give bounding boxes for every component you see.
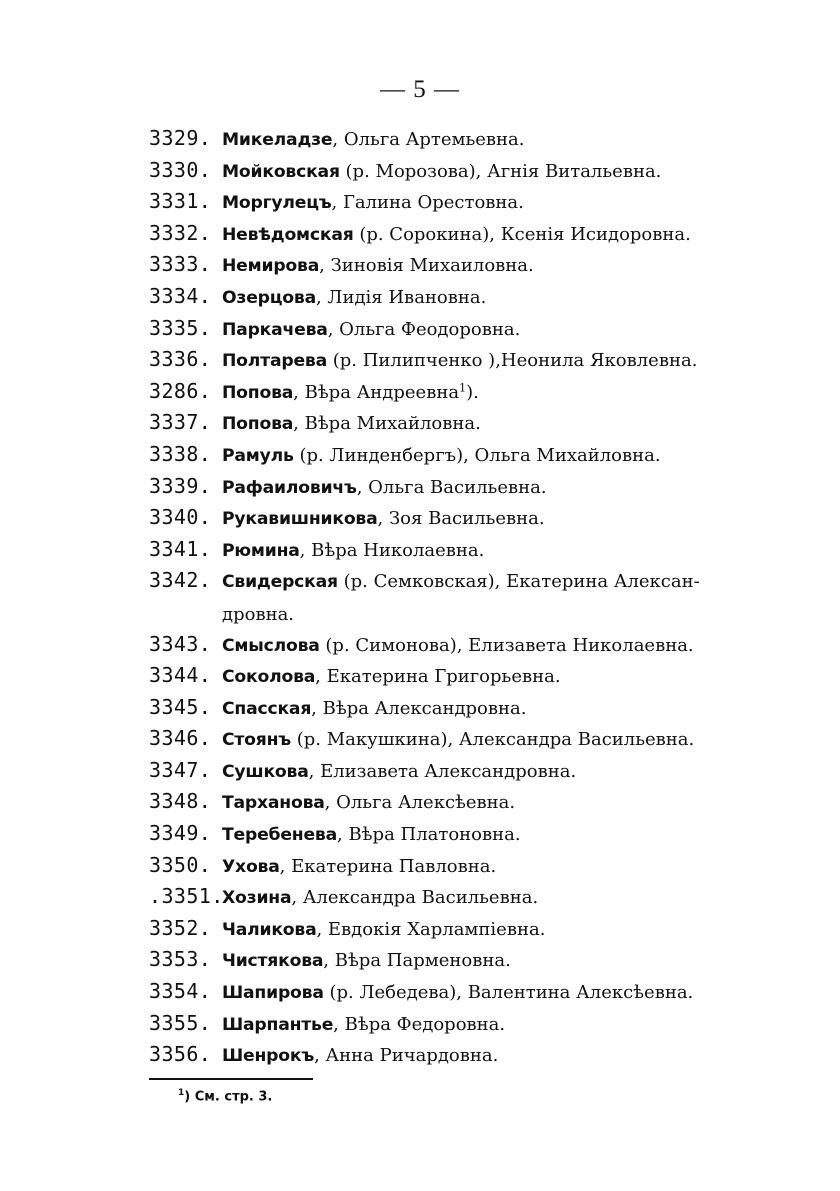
entry-number: 3347. <box>149 757 212 782</box>
entry-number: 3335. <box>149 315 212 340</box>
entry-details: (р. Морозова), Агнія Витальевна. <box>339 160 662 182</box>
entry-details: , Зоя Васильевна. <box>377 508 545 530</box>
entry-details: , Александра Васильевна. <box>291 887 539 909</box>
list-item <box>149 723 789 755</box>
entry-details: , Вѣра Николаевна. <box>299 539 485 561</box>
entry-surname: Сушкова <box>222 761 309 782</box>
list-item <box>149 1008 789 1040</box>
entry-details: , Евдокія Харлампіевна. <box>316 918 546 940</box>
list-item <box>149 881 789 913</box>
entry-number: 3348. <box>149 789 212 814</box>
entry-footnote-mark: 1 <box>459 381 467 395</box>
list-item <box>149 755 789 787</box>
entry-details: (р. Симонова), Елизавета Николаевна. <box>319 634 694 656</box>
entry-details: (р. Линденбергъ), Ольга Михайловна. <box>293 444 661 466</box>
entry-surname: Мойковская <box>222 161 340 182</box>
list-item <box>149 123 789 155</box>
entry-surname: Рамуль <box>222 445 294 466</box>
entry-number: 3339. <box>149 473 212 498</box>
entry-surname: Полтарева <box>222 351 327 372</box>
entry-details: (р. Пилипченко ),Неонила Яковлевна. <box>326 350 698 372</box>
entry-surname: Спасская <box>222 698 312 719</box>
entry-surname: Ухова <box>222 856 280 877</box>
entry-details-end: ). <box>466 381 479 403</box>
entry-number: 3353. <box>149 947 212 972</box>
entry-number: 3331. <box>149 189 212 214</box>
entry-number: 3286. <box>149 378 212 403</box>
entry-number: 3354. <box>149 979 212 1004</box>
list-item <box>149 534 789 566</box>
list-item <box>149 944 789 976</box>
entry-surname: Чаликова <box>222 919 317 940</box>
entry-surname: Паркачева <box>222 319 328 340</box>
list-item <box>149 407 789 439</box>
entry-continuation: дровна. <box>222 603 295 625</box>
entry-details: , Ольга Алексѣевна. <box>324 792 516 814</box>
list-item <box>149 376 789 408</box>
list-item <box>149 502 789 534</box>
list-item <box>149 786 789 818</box>
footnote <box>178 1088 272 1104</box>
list-item <box>149 155 789 187</box>
entry-surname: Шарпантье <box>222 1014 334 1035</box>
entry-surname: Свидерская <box>222 572 338 593</box>
list-item <box>149 692 789 724</box>
list-item <box>149 471 789 503</box>
entry-details: , Лидія Ивановна. <box>315 286 487 308</box>
entry-details: , Ольга Артемьевна. <box>332 129 525 150</box>
list-item <box>149 660 789 692</box>
entry-number: 3341. <box>149 536 212 561</box>
list-item <box>149 249 789 281</box>
list-item <box>149 281 789 313</box>
entry-surname: Немирова <box>222 256 320 277</box>
entry-number: 3338. <box>149 441 212 466</box>
entry-details: , Елизавета Александровна. <box>308 760 577 782</box>
entry-number: 3352. <box>149 915 212 940</box>
list-item <box>149 218 789 250</box>
footnote-text: ) См. стр. 3. <box>184 1089 273 1105</box>
entry-number: .3351. <box>149 884 224 909</box>
list-item <box>149 1039 789 1071</box>
entry-number: 3344. <box>149 663 212 688</box>
entry-number: 3330. <box>149 157 212 182</box>
entry-surname: Соколова <box>222 667 316 688</box>
entry-details: , Екатерина Григорьевна. <box>315 666 561 688</box>
entry-number: 3346. <box>149 726 212 751</box>
entry-details: , Вѣра Парменовна. <box>323 950 511 972</box>
entry-number: 3345. <box>149 694 212 719</box>
entry-surname: Чистякова <box>222 951 324 972</box>
entry-surname: Попова <box>222 414 294 435</box>
entry-number: 3343. <box>149 631 212 656</box>
entry-surname: Смыслова <box>222 635 320 656</box>
list-item <box>149 313 789 345</box>
entry-number: 3332. <box>149 220 212 245</box>
entry-surname: Теребенева <box>222 825 338 846</box>
entry-details: , Вѣра Михайловна. <box>293 413 481 435</box>
entry-number: 3334. <box>149 283 212 308</box>
entry-details: , Ольга Феодоровна. <box>327 318 521 340</box>
entry-surname: Микеладзе <box>222 130 333 150</box>
list-item <box>149 565 789 628</box>
entry-details: (р. Макушкина), Александра Васильевна. <box>291 729 695 751</box>
list-item <box>149 850 789 882</box>
entry-details: , Вѣра Федоровна. <box>333 1013 506 1035</box>
list-item <box>149 186 789 218</box>
entry-surname: Рафаиловичъ <box>222 477 357 498</box>
entry-details: , Галина Орестовна. <box>331 192 524 214</box>
entry-surname: Попова <box>222 382 294 403</box>
list-item <box>149 629 789 661</box>
entry-details: (р. Сорокина), Ксенія Исидоровна. <box>353 223 691 245</box>
entry-details: (р. Лебедева), Валентина Алексѣевна. <box>323 982 694 1004</box>
name-list <box>149 123 789 1071</box>
entry-number: 3329. <box>149 126 212 150</box>
entry-details: , Вѣра Александровна. <box>311 697 527 719</box>
list-item <box>149 913 789 945</box>
entry-number: 3333. <box>149 252 212 277</box>
entry-number: 3340. <box>149 505 212 530</box>
entry-number: 3349. <box>149 821 212 846</box>
entry-details: , Вѣра Андреевна <box>293 381 460 403</box>
list-item <box>149 439 789 471</box>
entry-surname: Рюмина <box>222 540 300 561</box>
entry-surname: Рукавишникова <box>222 509 378 530</box>
entry-surname: Шапирова <box>222 983 324 1004</box>
entry-details: , Ольга Васильевна. <box>356 476 547 498</box>
entry-details: , Екатерина Павловна. <box>279 855 497 877</box>
entry-number: 3342. <box>149 568 212 593</box>
entry-surname: Тарханова <box>222 793 325 814</box>
entry-surname: Хозина <box>222 888 292 909</box>
entry-surname: Озерцова <box>222 287 316 308</box>
list-item <box>149 818 789 850</box>
entry-number: 3356. <box>149 1042 212 1067</box>
entry-number: 3337. <box>149 410 212 435</box>
entry-details: , Вѣра Платоновна. <box>337 824 521 846</box>
entry-surname: Шенрокъ <box>222 1046 315 1067</box>
entry-surname: Стоянъ <box>222 730 292 751</box>
list-item <box>149 976 789 1008</box>
entry-number: 3355. <box>149 1010 212 1035</box>
entry-surname: Моргулецъ <box>222 193 332 214</box>
entry-number: 3336. <box>149 347 212 372</box>
entry-details: (р. Семковская), Екатерина Алексан- <box>337 571 700 593</box>
entry-surname: Невѣдомская <box>222 224 354 245</box>
entry-number: 3350. <box>149 852 212 877</box>
footnote-divider <box>149 1078 313 1080</box>
entry-details: , Анна Ричардовна. <box>314 1045 499 1067</box>
entry-details: , Зиновія Михаиловна. <box>319 255 534 277</box>
page-number: — 5 — <box>380 76 460 103</box>
list-item <box>149 344 789 376</box>
footnote-mark: 1 <box>178 1088 185 1098</box>
